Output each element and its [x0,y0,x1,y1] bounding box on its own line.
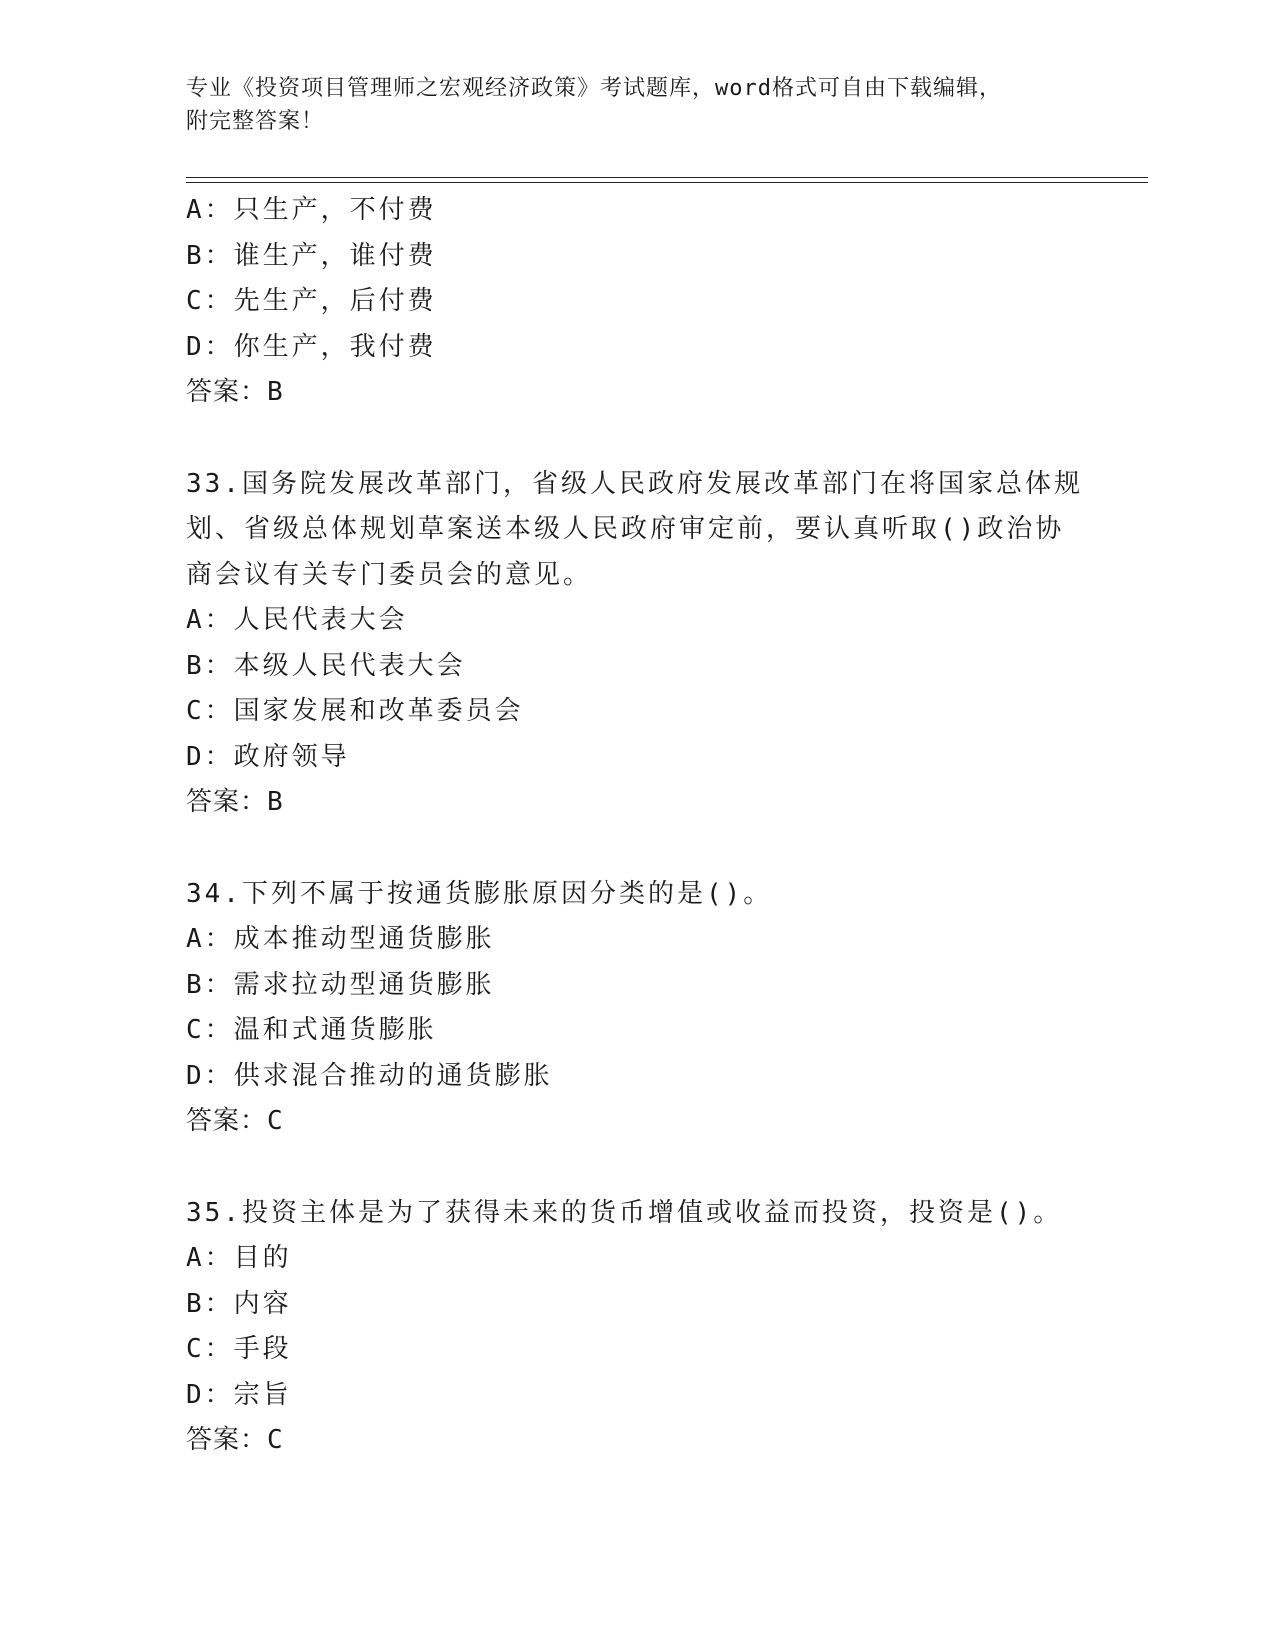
spacer [186,826,1086,872]
answer-label: 答案： [186,1425,268,1455]
answer-line [186,370,1086,416]
answer-line [186,1418,1086,1464]
answer-line [186,1099,1086,1145]
option-d: D：宗旨 [186,1379,292,1410]
document-header [186,72,1086,138]
answer-label: 答案： [186,377,268,407]
option-c: C：手段 [186,1334,292,1364]
question-stem-line: 商会议有关专门委员会的意见。 [186,559,593,590]
answer-value: C [267,1425,284,1455]
question-list [186,188,1086,1464]
spacer [186,416,1086,462]
header-line-2: 附完整答案！ [186,109,325,134]
question-stem-line: 划、省级总体规划草案送本级人民政府审定前，要认真听取()政治协 [186,514,1065,544]
answer-value: B [267,787,284,817]
header-line-1: 专业《投资项目管理师之宏观经济政策》考试题库，word格式可自由下载编辑， [186,76,1002,101]
answer-label: 答案： [186,787,268,817]
spacer [186,1145,1086,1191]
header-divider-top [186,177,1148,178]
question-stem-line: 33.国务院发展改革部门，省级人民政府发展改革部门在将国家总体规 [186,468,1083,499]
answer-value: B [267,377,284,407]
option-a: A：人民代表大会 [186,605,408,635]
answer-label: 答案： [186,1106,268,1136]
option-c: C：温和式通货膨胀 [186,1015,437,1045]
option-b: B：内容 [186,1288,292,1319]
answer-value: C [267,1106,284,1136]
question-stem-line: 34.下列不属于按通货膨胀原因分类的是()。 [186,878,773,909]
option-a: A：只生产，不付费 [186,195,437,225]
option-c: C：先生产，后付费 [186,286,437,316]
option-d: D：你生产，我付费 [186,331,437,362]
option-a: A：目的 [186,1243,292,1273]
question-35 [186,1191,1086,1464]
option-b: B：本级人民代表大会 [186,650,466,681]
option-b: B：需求拉动型通货膨胀 [186,969,495,1000]
option-c: C：国家发展和改革委员会 [186,696,524,726]
question-33 [186,462,1086,826]
option-d: D：供求混合推动的通货膨胀 [186,1060,553,1091]
option-a: A：成本推动型通货膨胀 [186,924,495,954]
question-34 [186,872,1086,1145]
header-divider-bottom [186,182,1148,183]
option-d: D：政府领导 [186,741,350,772]
question-stem-line: 35.投资主体是为了获得未来的货币增值或收益而投资，投资是()。 [186,1197,1063,1228]
option-b: B：谁生产，谁付费 [186,240,437,271]
answer-line [186,780,1086,826]
question-32 [186,188,1086,416]
